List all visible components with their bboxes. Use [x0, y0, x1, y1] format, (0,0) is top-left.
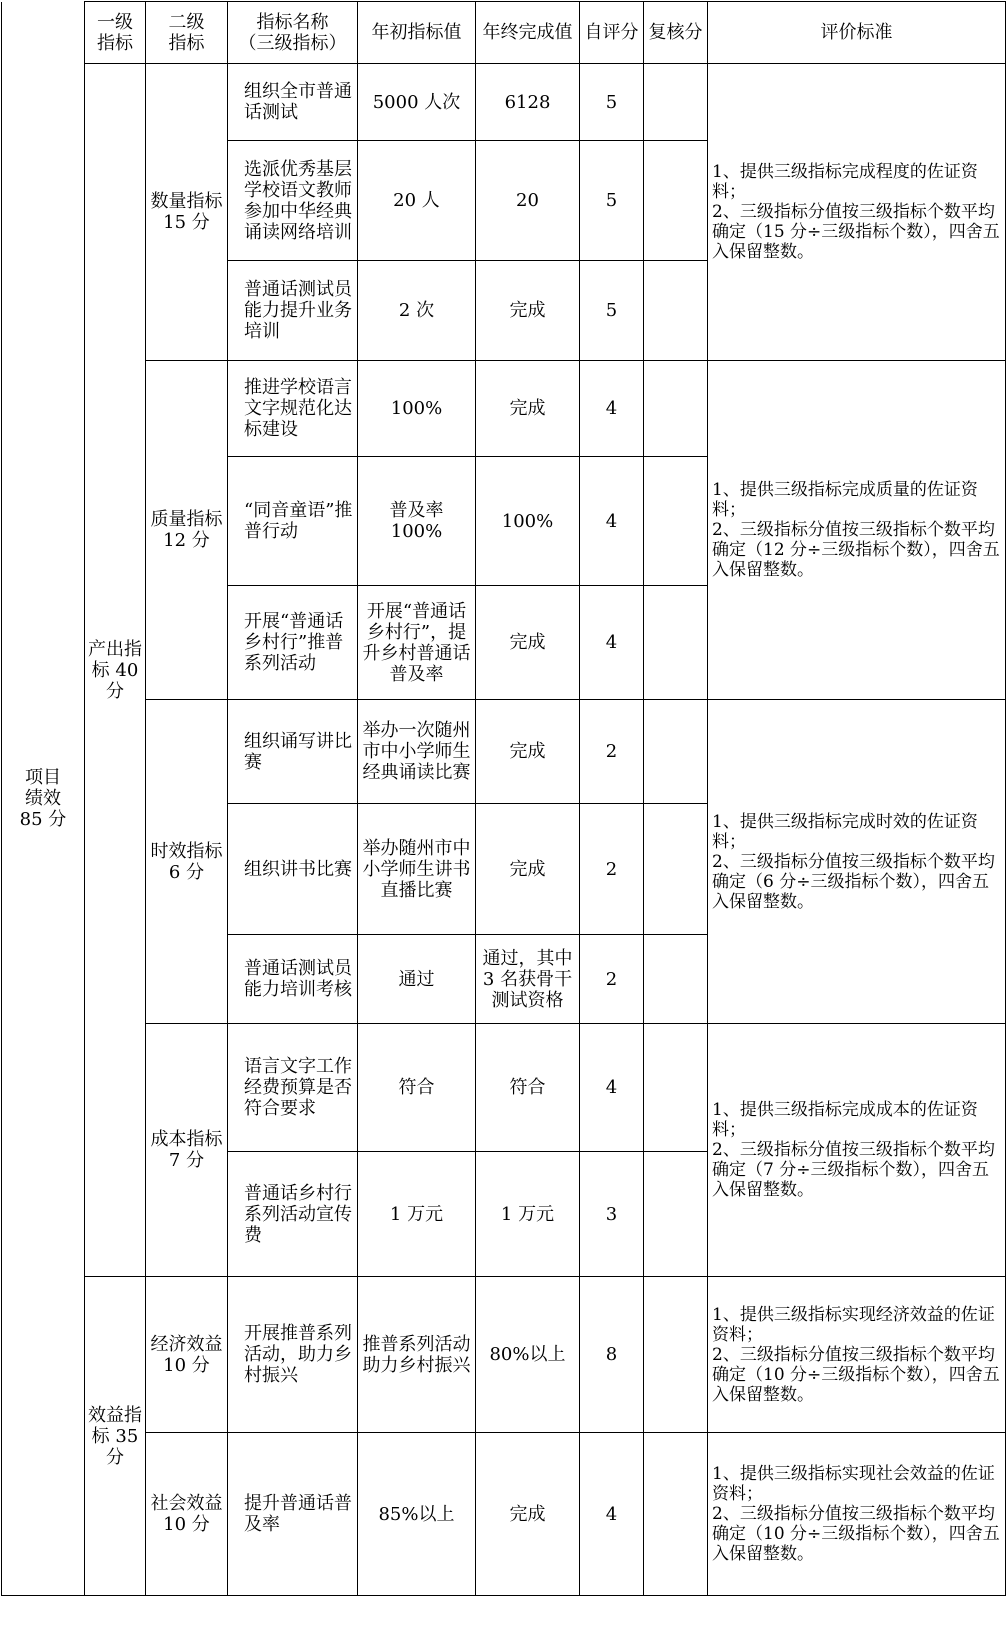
header-review-score: 复核分: [644, 2, 708, 64]
actual-value: 完成: [476, 261, 580, 361]
criteria-line: 1、提供三级指标完成时效的佐证资料；: [712, 811, 978, 852]
self-score: 4: [580, 457, 644, 586]
criteria-line: 2、三级指标分值按三级指标个数平均确定（10 分÷三级指标个数），四舍五入保留整数。: [712, 1344, 1000, 1405]
level3-name: 语言文字工作经费预算是否符合要求: [228, 1024, 358, 1152]
level3-name: 开展“普通话乡村行”推普系列活动: [228, 586, 358, 700]
target-value: 20 人: [358, 141, 476, 261]
level3-name: 普通话测试员能力培训考核: [228, 935, 358, 1024]
actual-value: 20: [476, 141, 580, 261]
quantity-level2-cell: 数量指标 15 分: [146, 64, 228, 361]
target-value: 通过: [358, 935, 476, 1024]
table-row: [2, 700, 1006, 804]
actual-value: 通过，其中 3 名获骨干测试资格: [476, 935, 580, 1024]
criteria-line: 2、三级指标分值按三级指标个数平均确定（7 分÷三级指标个数），四舍五入保留整数。: [712, 1140, 995, 1200]
output-level1-cell: 产出指 标 40 分: [85, 64, 146, 1277]
target-value: 85%以上: [358, 1433, 476, 1596]
actual-value: 符合: [476, 1024, 580, 1152]
table-row: [2, 361, 1006, 457]
level3-name: 组织讲书比赛: [228, 804, 358, 935]
review-score: [644, 261, 708, 361]
target-value: 1 万元: [358, 1152, 476, 1277]
actual-value: 1 万元: [476, 1152, 580, 1277]
criteria-cell: [708, 1277, 1006, 1433]
table-row: [2, 1277, 1006, 1433]
self-score: 5: [580, 64, 644, 141]
review-score: [644, 1152, 708, 1277]
benefit-level1-cell: 效益指 标 35 分: [85, 1277, 146, 1596]
table-row: [2, 64, 1006, 141]
review-score: [644, 804, 708, 935]
self-score: 2: [580, 935, 644, 1024]
quality-level2-cell: 质量指标 12 分: [146, 361, 228, 700]
criteria-line: 1、提供三级指标完成程度的佐证资料；: [712, 162, 978, 202]
review-score: [644, 700, 708, 804]
header-actual: 年终完成值: [476, 2, 580, 64]
review-score: [644, 935, 708, 1024]
level3-name: 开展推普系列活动，助力乡村振兴: [228, 1277, 358, 1433]
target-value: 开展“普通话乡村行”，提升乡村普通话普及率: [358, 586, 476, 700]
self-score: 8: [580, 1277, 644, 1433]
cost-level2-cell: 成本指标 7 分: [146, 1024, 228, 1277]
level3-name: “同音童语”推普行动: [228, 457, 358, 586]
target-value: 举办一次随州市中小学师生经典诵读比赛: [358, 700, 476, 804]
criteria-cell: [708, 1433, 1006, 1596]
level3-name: 普通话测试员能力提升业务培训: [228, 261, 358, 361]
self-score: 2: [580, 700, 644, 804]
review-score: [644, 64, 708, 141]
review-score: [644, 586, 708, 700]
header-self-score: 自评分: [580, 2, 644, 64]
header-target: 年初指标值: [358, 2, 476, 64]
self-score: 5: [580, 261, 644, 361]
actual-value: 完成: [476, 1433, 580, 1596]
review-score: [644, 1024, 708, 1152]
level3-name: 组织诵写讲比赛: [228, 700, 358, 804]
review-score: [644, 1277, 708, 1433]
self-score: 4: [580, 361, 644, 457]
actual-value: 完成: [476, 586, 580, 700]
self-score: 4: [580, 1024, 644, 1152]
target-value: 举办随州市中小学师生讲书直播比赛: [358, 804, 476, 935]
criteria-line: 2、三级指标分值按三级指标个数平均确定（6 分÷三级指标个数），四舍五入保留整数。: [712, 851, 995, 912]
criteria-cell: [708, 361, 1006, 700]
table-row: [2, 1433, 1006, 1596]
level3-name: 推进学校语言文字规范化达标建设: [228, 361, 358, 457]
social-level2-cell: 社会效益 10 分: [146, 1433, 228, 1596]
header-level3: 指标名称 （三级指标）: [228, 2, 358, 64]
actual-value: 80%以上: [476, 1277, 580, 1433]
criteria-line: 1、提供三级指标完成质量的佐证资料；: [712, 480, 978, 520]
level3-name: 普通话乡村行系列活动宣传费: [228, 1152, 358, 1277]
level3-name: 组织全市普通话测试: [228, 64, 358, 141]
criteria-line: 1、提供三级指标完成成本的佐证资料；: [712, 1100, 978, 1140]
target-value: 5000 人次: [358, 64, 476, 141]
criteria-line: 2、三级指标分值按三级指标个数平均确定（10 分÷三级指标个数），四舍五入保留整数。: [712, 1504, 1000, 1564]
actual-value: 6128: [476, 64, 580, 141]
criteria-cell: [708, 64, 1006, 361]
review-score: [644, 457, 708, 586]
actual-value: 完成: [476, 804, 580, 935]
header-row: [2, 2, 1006, 64]
header-level1: 一级 指标: [85, 2, 146, 64]
review-score: [644, 1433, 708, 1596]
actual-value: 100%: [476, 457, 580, 586]
performance-table: [1, 1, 1006, 1596]
criteria-line: 1、提供三级指标实现经济效益的佐证资料；: [712, 1304, 995, 1345]
review-score: [644, 361, 708, 457]
criteria-line: 1、提供三级指标实现社会效益的佐证资料；: [712, 1464, 995, 1504]
self-score: 5: [580, 141, 644, 261]
table-row: [2, 1024, 1006, 1152]
target-value: 符合: [358, 1024, 476, 1152]
header-level2: 二级 指标: [146, 2, 228, 64]
self-score: 4: [580, 1433, 644, 1596]
target-value: 普及率 100%: [358, 457, 476, 586]
criteria-cell: [708, 1024, 1006, 1277]
level3-name: 提升普通话普及率: [228, 1433, 358, 1596]
level0-cell: 项目 绩效 85 分: [2, 2, 85, 1596]
economic-level2-cell: 经济效益 10 分: [146, 1277, 228, 1433]
target-value: 100%: [358, 361, 476, 457]
criteria-line: 2、三级指标分值按三级指标个数平均确定（12 分÷三级指标个数），四舍五入保留整数。: [712, 520, 1000, 580]
self-score: 4: [580, 586, 644, 700]
level3-name: 选派优秀基层学校语文教师参加中华经典诵读网络培训: [228, 141, 358, 261]
self-score: 3: [580, 1152, 644, 1277]
target-value: 2 次: [358, 261, 476, 361]
target-value: 推普系列活动助力乡村振兴: [358, 1277, 476, 1433]
actual-value: 完成: [476, 361, 580, 457]
actual-value: 完成: [476, 700, 580, 804]
header-criteria: 评价标准: [708, 2, 1006, 64]
review-score: [644, 141, 708, 261]
criteria-cell: [708, 700, 1006, 1024]
self-score: 2: [580, 804, 644, 935]
timeliness-level2-cell: 时效指标 6 分: [146, 700, 228, 1024]
criteria-line: 2、三级指标分值按三级指标个数平均确定（15 分÷三级指标个数），四舍五入保留整数。: [712, 202, 1000, 262]
